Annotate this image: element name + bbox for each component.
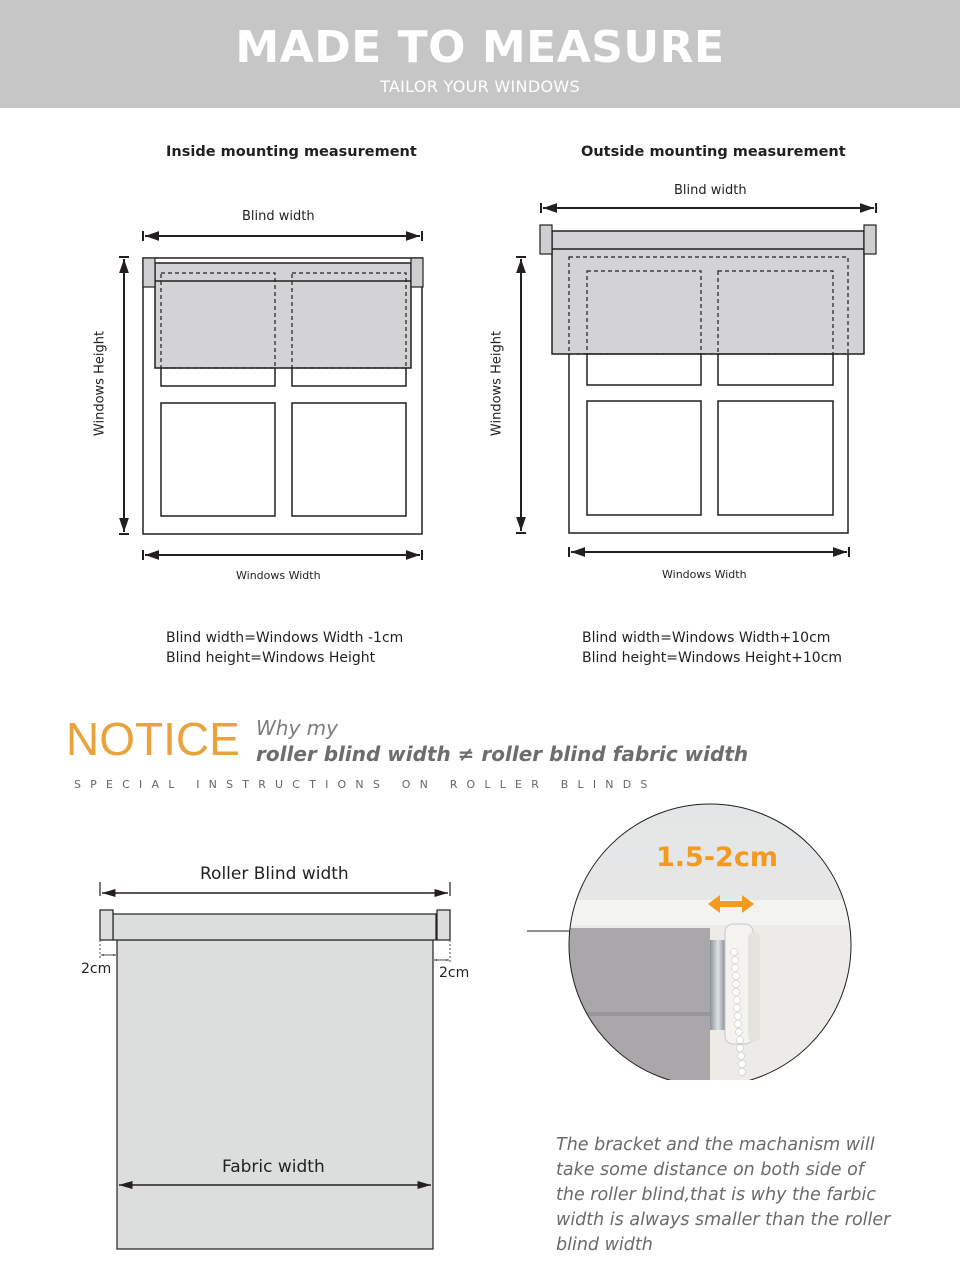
- page-title: MADE TO MEASURE: [235, 22, 725, 73]
- outside-blind-width-label: Blind width: [674, 183, 747, 198]
- outside-diagram: [516, 203, 876, 557]
- mounting-diagrams: [0, 0, 960, 620]
- roller-blind-diagram: [0, 840, 500, 1260]
- inside-formula-height: Blind height=Windows Height: [166, 650, 376, 666]
- outside-height-label: Windows Height: [489, 330, 505, 437]
- inside-blind-width-label: Blind width: [242, 209, 315, 224]
- inside-width-label: Windows Width: [236, 569, 321, 582]
- left-gap-label: 2cm: [81, 961, 112, 977]
- inside-diagram: [119, 231, 423, 560]
- roller-blind-width-label: Roller Blind width: [200, 864, 349, 884]
- outside-width-label: Windows Width: [662, 568, 747, 581]
- notice-headline: roller blind width ≠ roller blind fabric width: [256, 742, 749, 766]
- inside-height-label: Windows Height: [92, 330, 108, 437]
- notice-why: Why my: [256, 716, 338, 740]
- page-subtitle: TAILOR YOUR WINDOWS: [380, 77, 580, 96]
- outside-mounting-title: Outside mounting measurement: [581, 144, 846, 160]
- notice-subheading: SPECIAL INSTRUCTIONS ON ROLLER BLINDS: [74, 778, 657, 791]
- inside-formula-width: Blind width=Windows Width -1cm: [166, 630, 404, 646]
- right-gap-label: 2cm: [439, 965, 470, 981]
- gap-measurement-label: 1.5-2cm: [656, 842, 778, 873]
- explanation-text: The bracket and the machanism will take some distance on both side of the roller blind,that is why the farbic width is always smaller than the roller blind width: [556, 1135, 891, 1255]
- outside-formula-width: Blind width=Windows Width+10cm: [582, 630, 831, 646]
- inside-mounting-title: Inside mounting measurement: [166, 144, 417, 160]
- outside-formula-height: Blind height=Windows Height+10cm: [582, 650, 843, 666]
- fabric-width-label: Fabric width: [222, 1157, 325, 1177]
- notice-heading: NOTICE: [66, 713, 240, 765]
